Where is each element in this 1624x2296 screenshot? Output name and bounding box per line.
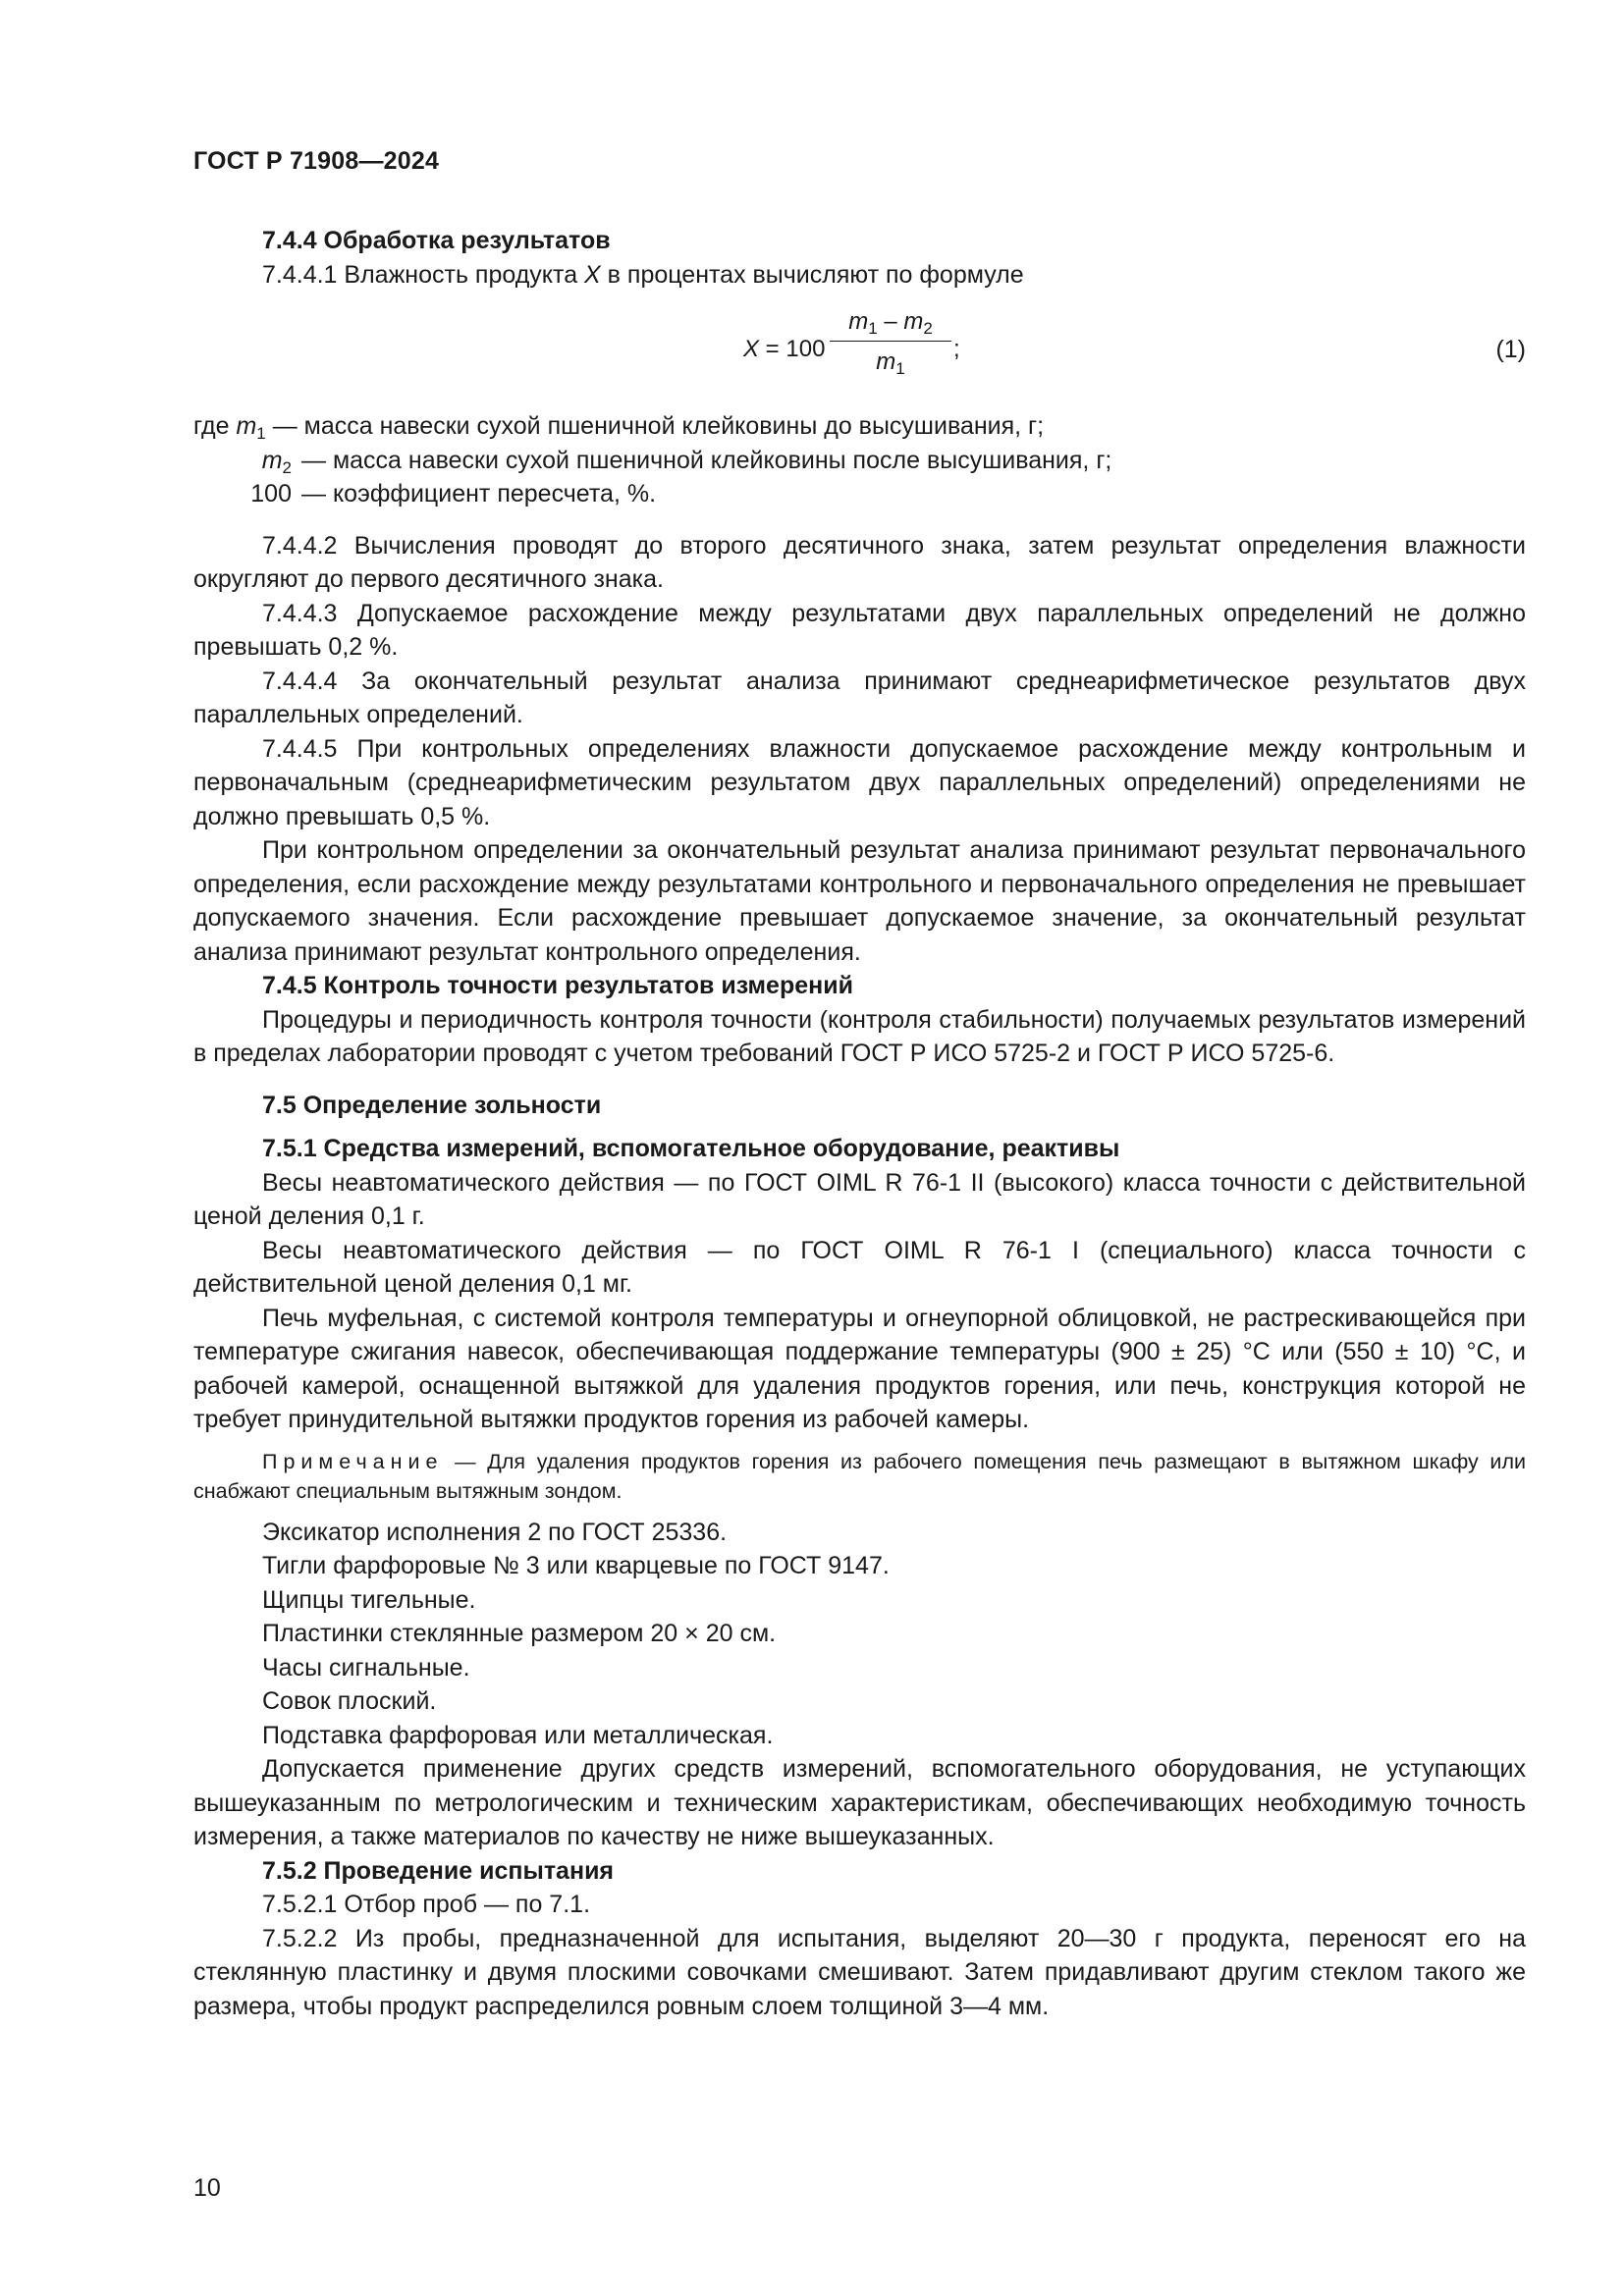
equipment-item: Часы сигнальные. — [262, 1653, 470, 1682]
note-label: Примечание — [262, 1449, 444, 1473]
legend-item-m2: $m_2$ — масса навески сухой пшеничной клейковины после высушивания, г; — [261, 446, 1112, 477]
paragraph-7-5-2-2: 7.5.2.2 Из пробы, предназначенной для испытания, выделяют 20—30 г продукта, переносят его на стеклянную пластинку и двумя плоскими совочками смешивают. Затем придавливают другим стеклом такого же размера, чтобы продукт распределился ровным слоем толщиной 3—4 мм. — [193, 1924, 1526, 2020]
paragraph-scales-high: Весы неавтоматического действия — по ГОСТ OIML R 76-1 II (высокого) класса точности с действительной ценой деления 0,1 г. — [193, 1168, 1526, 1230]
note-text: — Для удаления продуктов горения из рабочего помещения печь размещают в вытяжном шкафу или снабжают специальным вытяжным зондом. — [193, 1449, 1526, 1503]
paragraph-control-determination: При контрольном определении за окончательный результат анализа принимают результат первоначального определения, если расхождение между результатами контрольного и первоначального определения не превышает допускаемого значения. Если расхождение превышает допускаемое значение, за окончательный результат анализа принимают результат контрольного определения. — [193, 836, 1526, 966]
formula-lhs: X — [743, 336, 760, 362]
section-7-5-2-title: 7.5.2 Проведение испытания — [262, 1856, 615, 1885]
paragraph-scales-special: Весы неавтоматического действия — по ГОСТ OIML R 76-1 I (специального) класса точности с действительной ценой деления 0,1 мг. — [193, 1236, 1526, 1298]
formula-denominator: $m_1$ — [876, 348, 905, 378]
section-7-5-1-title: 7.5.1 Средства измерений, вспомогательное оборудование, реактивы — [262, 1135, 1120, 1162]
equipment-item: Щипцы тигельные. — [262, 1585, 476, 1614]
paragraph-7-5-2-1: 7.5.2.1 Отбор проб — по 7.1. — [262, 1891, 591, 1918]
document-header: ГОСТ Р 71908—2024 — [193, 147, 440, 175]
paragraph-7-4-4-3: 7.4.4.3 Допускаемое расхождение между результатами двух параллельных определений не должно превышать 0,2 %. — [193, 599, 1526, 661]
legend-item-m1: где $m_1$ — масса навески сухой пшеничной клейковины до высушивания, г; — [193, 412, 1045, 443]
formula-number: (1) — [1495, 336, 1526, 363]
formula-legend — [193, 409, 1526, 511]
note — [193, 1447, 1526, 1506]
legend-item-100: 100 — коэффициент пересчета, %. — [250, 480, 657, 507]
section-7-5-title: 7.5 Определение зольности — [262, 1091, 602, 1119]
formula-coefficient: = 100 — [759, 336, 826, 362]
paragraph-7-4-4-1: 7.4.4.1 Влажность продукта X в процентах вычисляют по формуле — [262, 260, 1024, 289]
equipment-item: Пластинки стеклянные размером 20 × 20 см. — [262, 1620, 777, 1647]
document-body — [193, 224, 1526, 2023]
paragraph-muffle-furnace: Печь муфельная, с системой контроля температуры и огнеупорной облицовкой, не растрескивающейся при температуре сжигания навесок, обеспечивающая поддержание температуры (900 ± 25) °С или (550 ± 10) °С, и рабочей камерой, оснащенной вытяжкой для удаления продуктов горения, или печь, конструкция которой не требует принудительной вытяжки продуктов горения из рабочей камеры. — [193, 1304, 1526, 1433]
formula-fraction — [830, 305, 951, 379]
paragraph-7-4-5: Процедуры и периодичность контроля точности (контроля стабильности) получаемых результатов измерений в пределах лаборатории проводят с учетом требований ГОСТ Р ИСО 5725-2 и ГОСТ Р ИСО 5725-6. — [193, 1005, 1526, 1067]
paragraph-alternatives: Допускается применение других средств измерений, вспомогательного оборудования, не уступающих вышеуказанным по метрологическим и техническим характеристикам, обеспечивающих необходимую точность измерения, а также материалов по качеству не ниже вышеуказанных. — [193, 1755, 1526, 1850]
formula-1: X = 100 $m_1 - m_2$ $m_1$ ; (1) — [193, 292, 1526, 409]
section-7-4-4-title: 7.4.4 Обработка результатов — [262, 227, 611, 254]
paragraph-7-4-4-2: 7.4.4.2 Вычисления проводят до второго десятичного знака, затем результат определения влажности округляют до первого десятичного знака. — [193, 531, 1526, 593]
equipment-item: Совок плоский. — [262, 1687, 437, 1715]
formula-numerator: $m_1 - m_2$ — [848, 308, 933, 338]
section-7-4-5-title: 7.4.5 Контроль точности результатов измерений — [262, 972, 853, 999]
page-number: 10 — [193, 2174, 221, 2202]
equipment-item: Тигли фарфоровые № 3 или кварцевые по ГОСТ 9147. — [262, 1552, 890, 1579]
paragraph-7-4-4-4: 7.4.4.4 За окончательный результат анализа принимают среднеарифметическое результатов двух параллельных определений. — [193, 667, 1526, 728]
equipment-item: Эксикатор исполнения 2 по ГОСТ 25336. — [262, 1518, 728, 1546]
equipment-item: Подставка фарфоровая или металлическая. — [262, 1721, 774, 1749]
paragraph-7-4-4-5: 7.4.4.5 При контрольных определениях влажности допускаемое расхождение между контрольным и первоначальным (среднеарифметическим результатом двух параллельных определений) определениями не должно превышать 0,5 %. — [193, 734, 1526, 830]
